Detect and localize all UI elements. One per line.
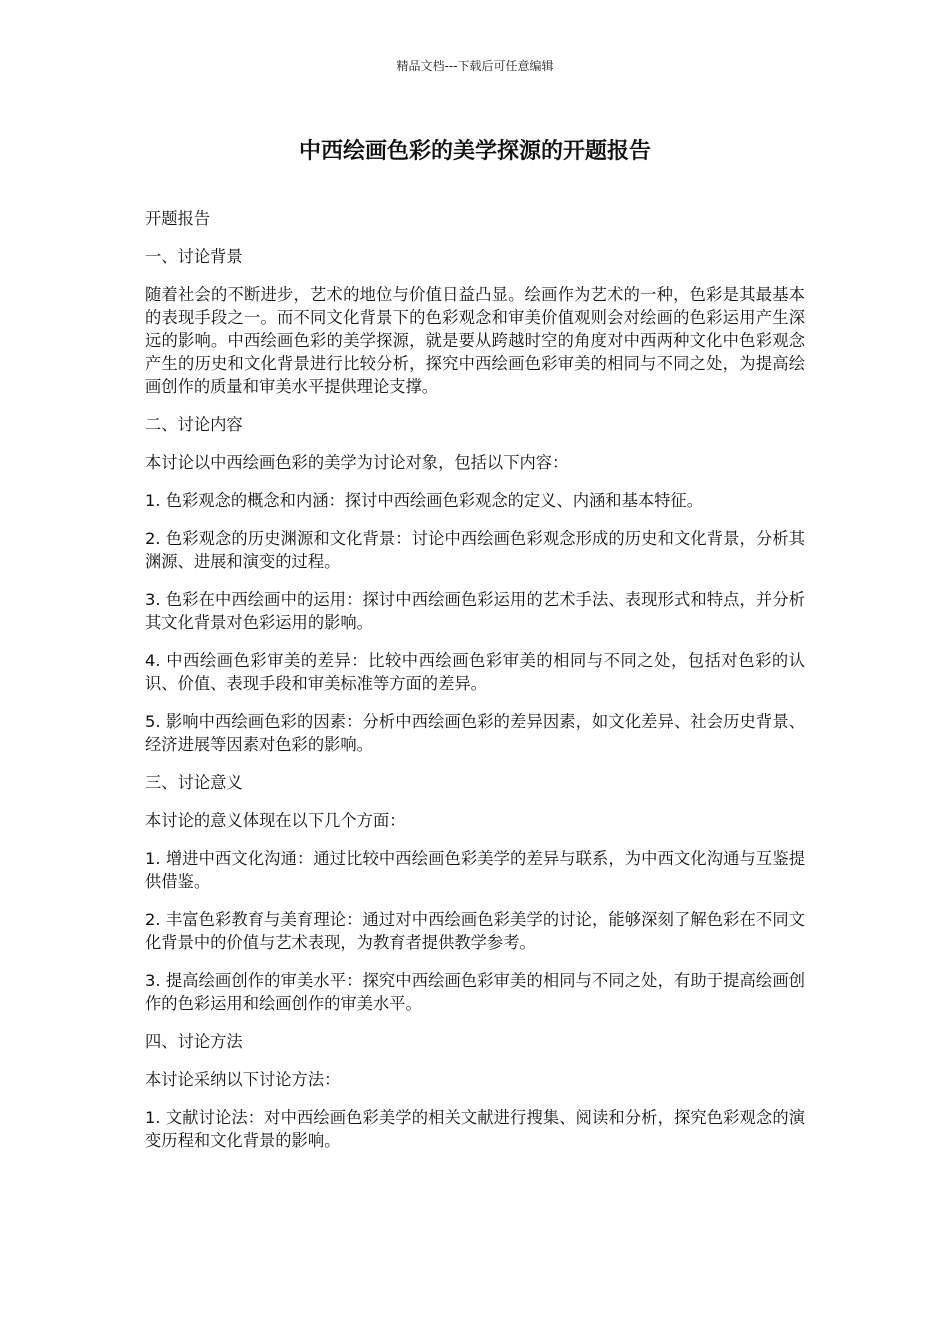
- heading-report: 开题报告: [145, 209, 211, 228]
- list-item-significance-1: 1. 增进中西文化沟通：通过比较中西绘画色彩美学的差异与联系，为中西文化沟通与互鉴提供借鉴。: [145, 849, 805, 891]
- list-item-significance-3: 3. 提高绘画创作的审美水平：探究中西绘画色彩审美的相同与不同之处，有助于提高绘画创作的色彩运用和绘画创作的审美水平。: [145, 971, 805, 1013]
- paragraph-content-intro: 本讨论以中西绘画色彩的美学为讨论对象，包括以下内容：: [145, 453, 569, 472]
- list-item-content-3: 3. 色彩在中西绘画中的运用：探讨中西绘画色彩运用的艺术手法、表现形式和特点，并分析其文化背景对色彩运用的影响。: [145, 590, 805, 632]
- list-item-content-4: 4. 中西绘画色彩审美的差异：比较中西绘画色彩审美的相同与不同之处，包括对色彩的认识、价值、表现手段和审美标准等方面的差异。: [145, 651, 805, 693]
- list-item-content-5: 5. 影响中西绘画色彩的因素：分析中西绘画色彩的差异因素，如文化差异、社会历史背景、经济进展等因素对色彩的影响。: [145, 712, 805, 754]
- list-item-methods-1: 1. 文献讨论法：对中西绘画色彩美学的相关文献进行搜集、阅读和分析，探究色彩观念的演变历程和文化背景的影响。: [145, 1108, 805, 1150]
- section-heading-content: 二、讨论内容: [145, 415, 243, 434]
- section-heading-significance: 三、讨论意义: [145, 773, 243, 792]
- paragraph-background: 随着社会的不断进步，艺术的地位与价值日益凸显。绘画作为艺术的一种，色彩是其最基本的表现手段之一。而不同文化背景下的色彩观念和审美价值观则会对绘画的色彩运用产生深远的影响。中西绘画色彩的美学探源，就是要从跨越时空的角度对中西两种文化中色彩观念产生的历史和文化背景进行比较分析，探究中西绘画色彩审美的相同与不同之处，为提高绘画创作的质量和审美水平提供理论支撑。: [145, 285, 805, 396]
- list-item-significance-2: 2. 丰富色彩教育与美育理论：通过对中西绘画色彩美学的讨论，能够深刻了解色彩在不同文化背景中的价值与艺术表现，为教育者提供教学参考。: [145, 910, 805, 952]
- paragraph-methods-intro: 本讨论采纳以下讨论方法：: [145, 1070, 341, 1089]
- document-title: 中西绘画色彩的美学探源的开题报告: [298, 139, 651, 164]
- section-heading-background: 一、讨论背景: [145, 247, 243, 266]
- section-heading-methods: 四、讨论方法: [145, 1032, 243, 1051]
- page-header: 精品文档---下载后可任意编辑: [396, 59, 554, 73]
- list-item-content-2: 2. 色彩观念的历史渊源和文化背景：讨论中西绘画色彩观念形成的历史和文化背景，分析其渊源、进展和演变的过程。: [145, 529, 805, 571]
- list-item-content-1: 1. 色彩观念的概念和内涵：探讨中西绘画色彩观念的定义、内涵和基本特征。: [145, 491, 703, 510]
- document-body: [145, 207, 805, 1167]
- paragraph-significance-intro: 本讨论的意义体现在以下几个方面：: [145, 811, 406, 830]
